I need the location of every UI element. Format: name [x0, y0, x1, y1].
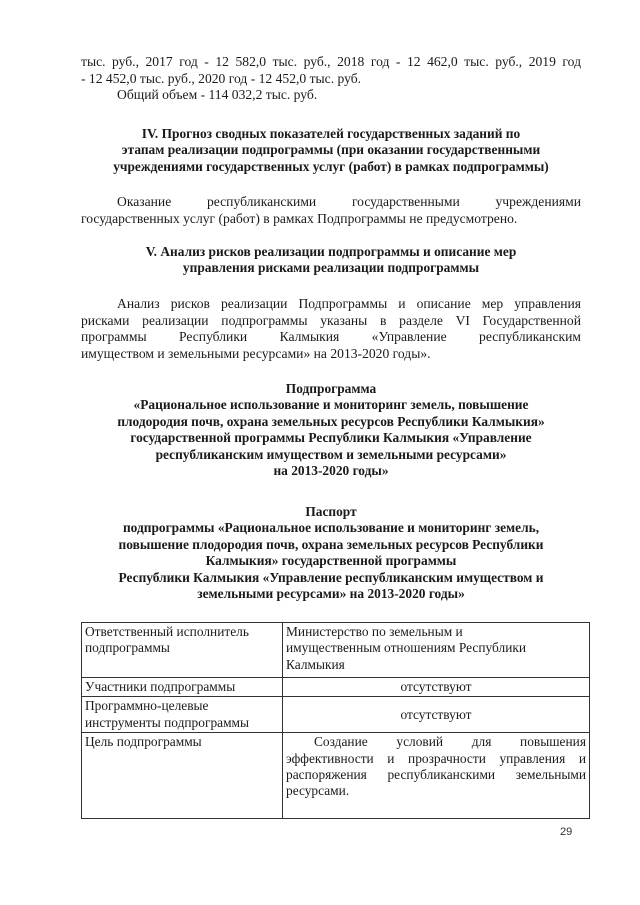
passport-title-line-5: Республики Калмыкия «Управление республиканским имуществом и	[118, 569, 544, 585]
row-value-instruments	[283, 697, 590, 733]
table-row	[82, 678, 590, 697]
section-iv-heading-line-1: IV. Прогноз сводных показателей государственных заданий по	[141, 126, 521, 141]
row-label-responsible	[82, 623, 283, 678]
section-iv-text-line-2: государственных услуг (работ) в рамках Подпрограммы не предусмотрено.	[81, 210, 518, 226]
value-line: отсутствуют	[400, 706, 472, 722]
funding-line-1: тыс. руб., 2017 год - 12 582,0 тыс. руб., 2018 год - 12 462,0 тыс. руб., 2019 год	[81, 54, 581, 69]
value-line: эффективности и прозрачности управления и	[286, 750, 586, 766]
section-iv-heading-line-2: этапам реализации подпрограммы (при оказании государственными	[121, 142, 541, 158]
section-v-heading-line-1: V. Анализ рисков реализации подпрограммы и описание мер	[145, 244, 517, 259]
row-label-instruments	[82, 697, 283, 733]
section-v-text-line-1: Анализ рисков реализации Подпрограммы и описание мер управления	[117, 296, 581, 311]
value-line: имущественным отношениям Республики	[286, 640, 527, 656]
value-line: Министерство по земельным и	[286, 624, 463, 639]
subprogram-title-line-6: на 2013-2020 годы»	[273, 463, 389, 479]
value-line: отсутствуют	[400, 679, 472, 694]
subprogram-title-line-5: республиканским имуществом и земельными ресурсами»	[155, 446, 507, 462]
row-value-participants	[283, 678, 590, 697]
passport-title	[81, 504, 581, 602]
section-v-text-line-2: рисками реализации подпрограммы указаны в разделе VI Государственной	[81, 312, 581, 328]
section-iv-heading	[81, 126, 581, 175]
section-iv-heading-line-3: учреждениями государственных услуг (работ) в рамках подпрограммы)	[113, 158, 549, 174]
funding-paragraph	[81, 54, 581, 104]
label-line: Программно-целевые	[85, 698, 209, 714]
row-label-goal	[82, 733, 283, 819]
section-v-text	[81, 296, 581, 362]
table-row	[82, 623, 590, 678]
passport-title-line-2: подпрограммы «Рациональное использование и мониторинг земель,	[122, 520, 540, 536]
table-row	[82, 733, 590, 819]
value-line: распоряжения республиканскими земельными	[286, 767, 586, 783]
table-row	[82, 697, 590, 733]
subprogram-title-line-2: «Рациональное использование и мониторинг земель, повышение	[133, 397, 529, 413]
section-v-text-line-3: программы Республики Калмыкия «Управление республиканским	[81, 329, 581, 345]
subprogram-title-line-4: государственной программы Республики Калмыкия «Управление	[130, 430, 532, 446]
label-line: Ответственный исполнитель	[85, 624, 249, 639]
funding-total: Общий объем - 114 032,2 тыс. руб.	[117, 87, 318, 103]
section-iv-text	[81, 194, 581, 227]
value-line: ресурсами.	[286, 783, 350, 799]
passport-title-line-4: Калмыкия» государственной программы	[205, 553, 457, 569]
subprogram-title-line-1: Подпрограмма	[285, 381, 377, 396]
page-number: 29	[560, 826, 573, 838]
passport-title-line-6: земельными ресурсами» на 2013-2020 годы»	[197, 586, 465, 602]
section-v-heading	[81, 244, 581, 277]
subprogram-title	[81, 381, 581, 479]
label-line: подпрограммы	[85, 640, 170, 656]
subprogram-title-line-3: плодородия почв, охрана земельных ресурсов Республики Калмыкия»	[117, 413, 545, 429]
passport-title-line-1: Паспорт	[305, 504, 357, 519]
passport-table	[81, 622, 590, 819]
row-label-participants	[82, 678, 283, 697]
label-line: инструменты подпрограммы	[85, 714, 250, 730]
row-value-goal	[283, 733, 590, 819]
section-v-text-line-4: имуществом и земельными ресурсами» на 2013-2020 годы».	[81, 345, 431, 361]
row-value-responsible	[283, 623, 590, 678]
value-line: Калмыкия	[286, 656, 345, 672]
label-line: Цель подпрограммы	[85, 734, 202, 750]
section-v-heading-line-2: управления рисками реализации подпрограммы	[182, 260, 480, 276]
passport-title-line-3: повышение плодородия почв, охрана земельных ресурсов Республики	[118, 536, 544, 552]
value-line: Создание условий для повышения	[314, 734, 586, 750]
funding-line-2: - 12 452,0 тыс. руб., 2020 год - 12 452,0 тыс. руб.	[81, 70, 362, 86]
section-iv-text-line-1: Оказание республиканскими государственными учреждениями	[117, 194, 581, 209]
label-line: Участники подпрограммы	[85, 679, 236, 694]
